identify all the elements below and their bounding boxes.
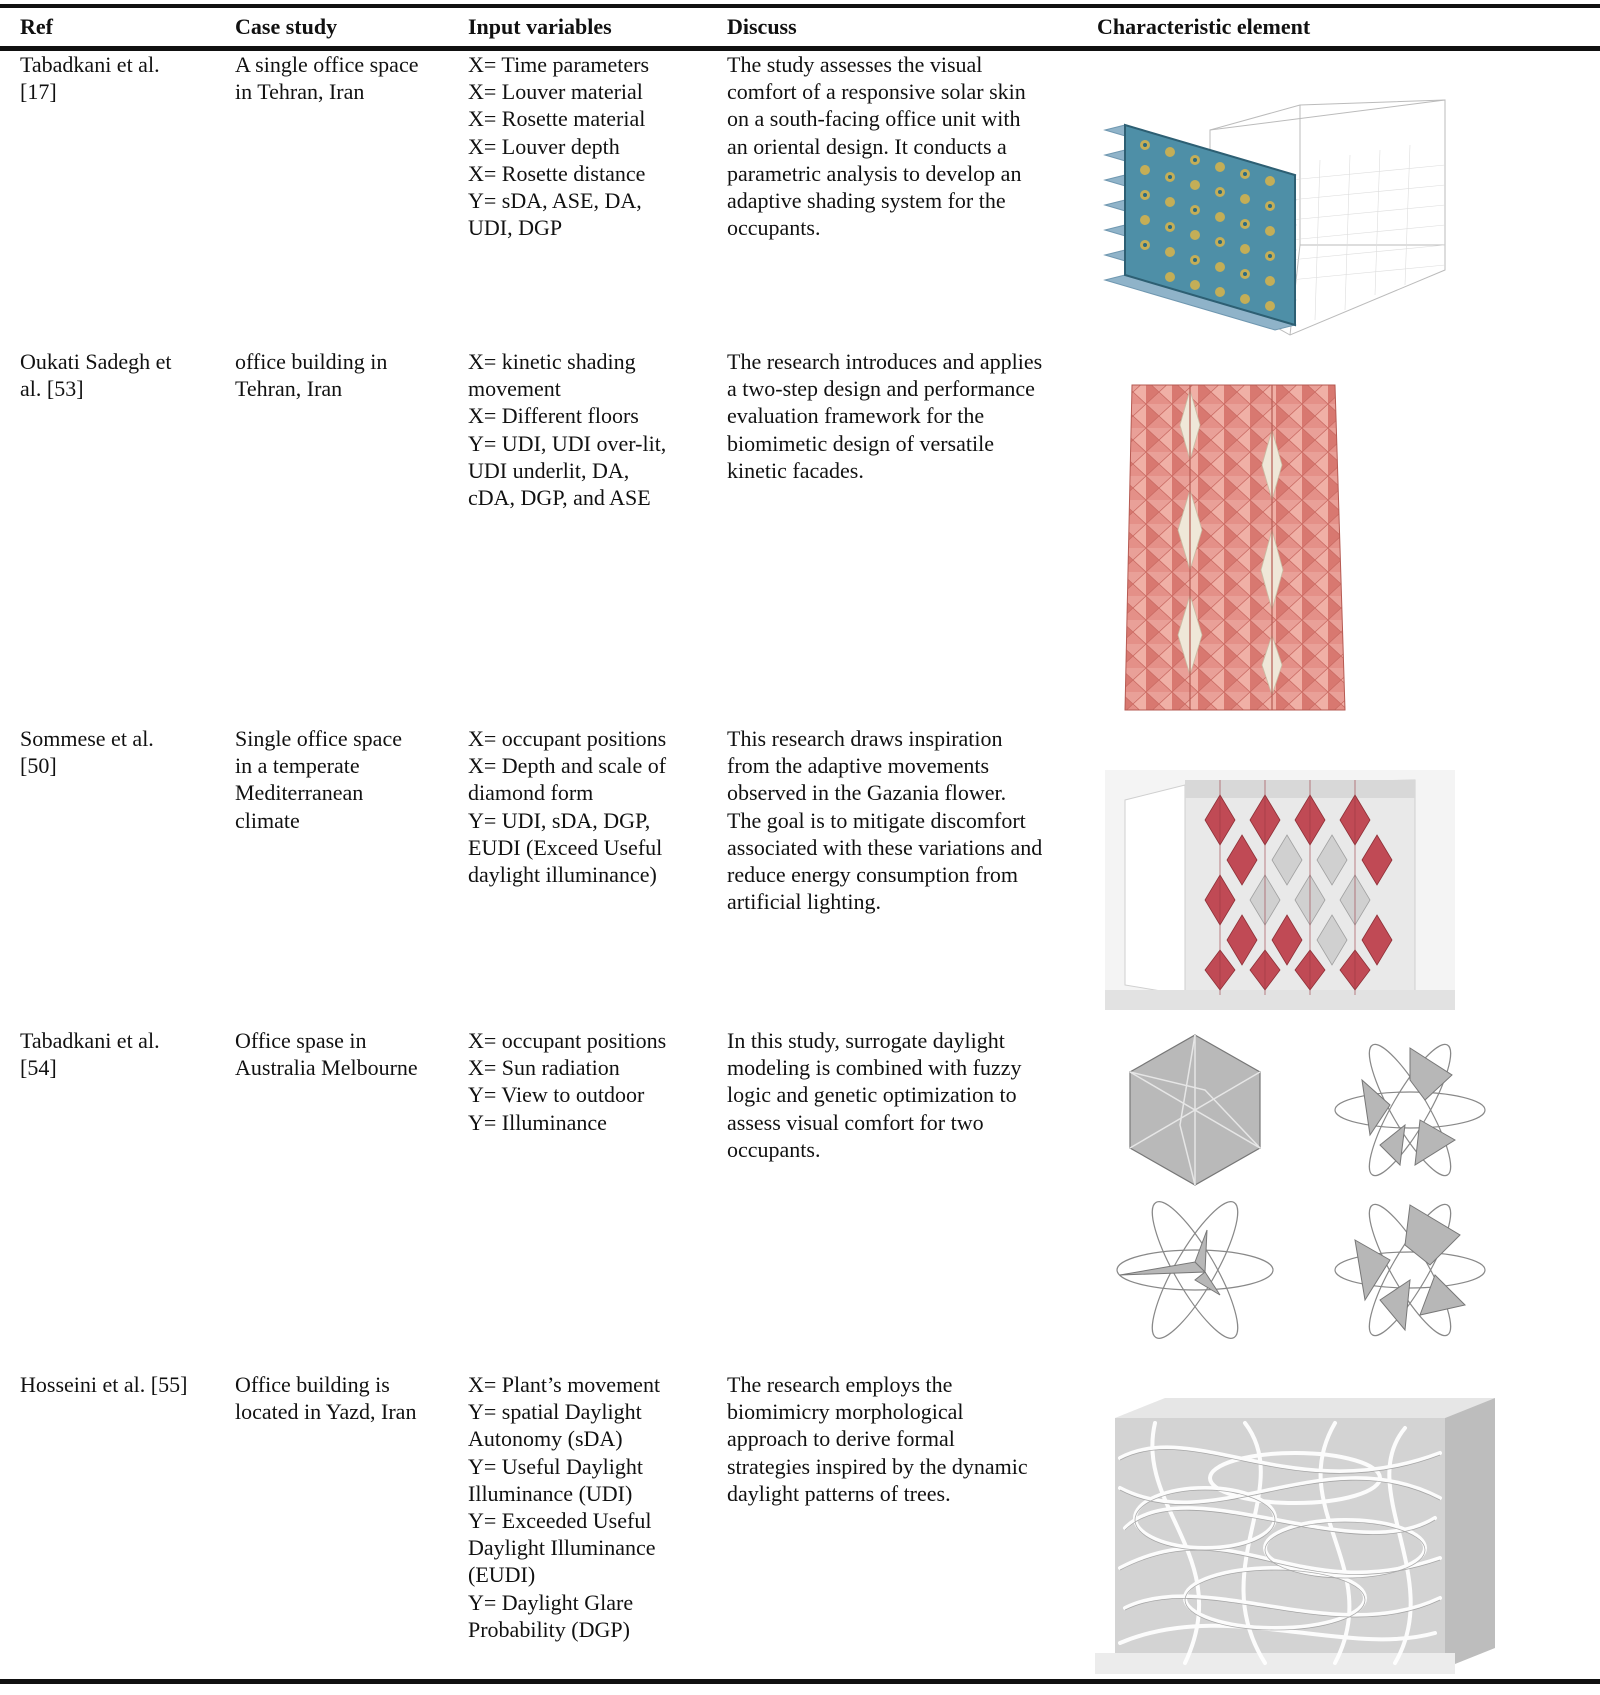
tree-branch-facade-figure (1095, 1398, 1495, 1674)
input-line: UDI, DGP (468, 215, 563, 241)
discuss-line: modeling is combined with fuzzy (727, 1055, 1022, 1081)
diamond-shading-figure (1105, 770, 1455, 1010)
case-line: Tehran, Iran (235, 376, 343, 402)
row1-input-variables (468, 51, 718, 241)
row2-case-study (235, 348, 457, 402)
input-line: Y= Exceeded Useful (468, 1508, 652, 1534)
input-line: cDA, DGP, and ASE (468, 485, 651, 511)
input-line: daylight illuminance) (468, 862, 657, 888)
discuss-line: kinetic facades. (727, 457, 864, 483)
input-line: Y= View to outdoor (468, 1082, 645, 1108)
input-line: X= Different floors (468, 403, 639, 429)
case-line: Office spase in (235, 1028, 367, 1053)
discuss-line: occupants. (727, 1136, 821, 1162)
row1-case-study (235, 51, 457, 105)
ref-line: Sommese et al. (20, 726, 154, 751)
row5-ref (20, 1371, 220, 1398)
ref-line: [54] (20, 1055, 57, 1081)
discuss-line: biomimetic design of versatile (727, 430, 994, 456)
case-line: Mediterranean (235, 780, 364, 806)
row4-discuss (727, 1027, 1072, 1163)
discuss-line: The research introduces and applies (727, 349, 1043, 374)
input-line: X= kinetic shading (468, 349, 636, 374)
responsive-solar-skin-figure (1100, 70, 1500, 340)
input-line: X= Louver material (468, 79, 643, 105)
case-line: Australia Melbourne (235, 1055, 418, 1081)
ref-line: [17] (20, 79, 57, 105)
discuss-line: This research draws inspiration (727, 726, 1003, 751)
input-line: X= Louver depth (468, 133, 620, 159)
input-line: Daylight Illuminance (468, 1535, 656, 1561)
input-line: X= Depth and scale of (468, 753, 667, 779)
row1-ref (20, 51, 220, 105)
header-ref: Ref (20, 14, 53, 39)
discuss-line: associated with these variations and (727, 834, 1043, 860)
ref-line: Tabadkani et al. (20, 52, 160, 77)
row4-input-variables (468, 1027, 718, 1136)
input-line: Probability (DGP) (468, 1616, 630, 1642)
case-line: Office building is (235, 1372, 390, 1397)
row2-discuss (727, 348, 1072, 484)
input-line: X= Plant’s movement (468, 1372, 661, 1397)
row3-ref (20, 725, 220, 779)
case-line: Single office space (235, 726, 402, 751)
row5-discuss (727, 1371, 1072, 1507)
header-characteristic-element: Characteristic element (1097, 14, 1311, 39)
input-line: Y= spatial Daylight (468, 1399, 642, 1425)
discuss-line: strategies inspired by the dynamic (727, 1453, 1028, 1479)
row3-discuss (727, 725, 1072, 915)
input-line: UDI underlit, DA, (468, 457, 630, 483)
discuss-line: observed in the Gazania flower. (727, 780, 1007, 806)
input-line: X= Rosette material (468, 106, 646, 132)
input-line: EUDI (Exceed Useful (468, 834, 663, 860)
discuss-line: daylight patterns of trees. (727, 1480, 951, 1506)
input-line: diamond form (468, 780, 594, 806)
discuss-line: reduce energy consumption from (727, 862, 1019, 888)
row5-input-variables (468, 1371, 718, 1643)
case-line: in Tehran, Iran (235, 79, 365, 105)
input-line: Y= UDI, UDI over-lit, (468, 430, 667, 456)
row3-case-study (235, 725, 457, 834)
ref-line: Tabadkani et al. (20, 1028, 160, 1053)
discuss-line: approach to derive formal (727, 1426, 955, 1452)
discuss-line: an oriental design. It conducts a (727, 133, 1007, 159)
input-line: (EUDI) (468, 1562, 536, 1588)
hexagon-modules-figure (1115, 1030, 1495, 1360)
discuss-line: assess visual comfort for two (727, 1109, 984, 1135)
ref-line: Oukati Sadegh et (20, 349, 172, 374)
discuss-line: The goal is to mitigate discomfort (727, 807, 1026, 833)
discuss-line: comfort of a responsive solar skin (727, 79, 1026, 105)
case-line: office building in (235, 349, 388, 374)
input-line: X= occupant positions (468, 1028, 667, 1053)
discuss-line: occupants. (727, 215, 821, 241)
case-line: located in Yazd, Iran (235, 1399, 417, 1425)
header-discuss: Discuss (727, 14, 797, 39)
discuss-line: on a south-facing office unit with (727, 106, 1021, 132)
row1-discuss (727, 51, 1072, 241)
ref-line: Hosseini et al. [55] (20, 1372, 188, 1397)
discuss-line: from the adaptive movements (727, 753, 990, 779)
case-line: A single office space (235, 52, 419, 77)
discuss-line: artificial lighting. (727, 889, 881, 915)
input-line: X= Time parameters (468, 52, 650, 77)
discuss-line: evaluation framework for the (727, 403, 985, 429)
input-line: X= Sun radiation (468, 1055, 620, 1081)
discuss-line: The study assesses the visual (727, 52, 983, 77)
header-input-variables: Input variables (468, 14, 612, 39)
row5-case-study (235, 1371, 457, 1425)
row2-input-variables (468, 348, 718, 511)
discuss-line: In this study, surrogate daylight (727, 1028, 1005, 1053)
header-case-study: Case study (235, 14, 338, 39)
ref-line: [50] (20, 753, 57, 779)
row3-input-variables (468, 725, 718, 888)
input-line: Autonomy (sDA) (468, 1426, 623, 1452)
table-bottom-rule (0, 1679, 1600, 1684)
discuss-line: parametric analysis to develop an (727, 160, 1022, 186)
input-line: Y= sDA, ASE, DA, (468, 188, 642, 214)
input-line: Y= Useful Daylight (468, 1453, 643, 1479)
discuss-line: logic and genetic optimization to (727, 1082, 1017, 1108)
input-line: movement (468, 376, 561, 402)
input-line: X= occupant positions (468, 726, 667, 751)
case-line: in a temperate (235, 753, 360, 779)
discuss-line: The research employs the (727, 1372, 953, 1397)
row2-ref (20, 348, 220, 402)
row4-case-study (235, 1027, 457, 1081)
input-line: Illuminance (UDI) (468, 1480, 633, 1506)
input-line: X= Rosette distance (468, 160, 646, 186)
row4-ref (20, 1027, 220, 1081)
input-line: Y= Daylight Glare (468, 1589, 634, 1615)
discuss-line: biomimicry morphological (727, 1399, 964, 1425)
ref-line: al. [53] (20, 376, 84, 402)
input-line: Y= UDI, sDA, DGP, (468, 807, 651, 833)
kinetic-facade-figure (1120, 380, 1350, 715)
case-line: climate (235, 807, 300, 833)
discuss-line: adaptive shading system for the (727, 188, 1006, 214)
input-line: Y= Illuminance (468, 1109, 607, 1135)
discuss-line: a two-step design and performance (727, 376, 1035, 402)
